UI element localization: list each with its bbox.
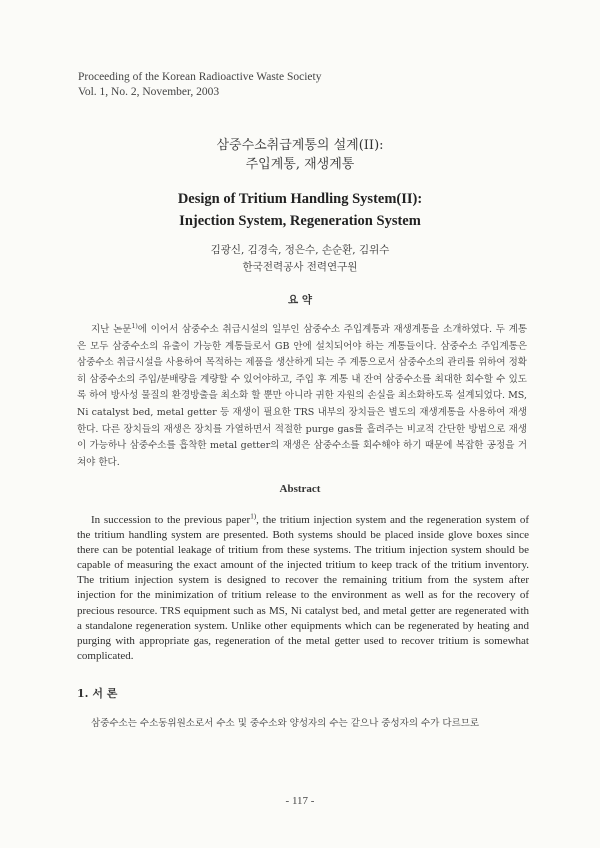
- korean-abstract-text-rest: 에 이어서 삼중수소 취급시설의 일부인 삼중수소 주입계통과 재생계통을 소개하였다. 두 계통은 모두 삼중수소의 유출이 가능한 계통들로서 GB 안에 설치되어야 하는 계통들이다. 삼중수소 주입계통은 삼중수소 취급시설을 사용하여 목적하는 제품을 생산하게 되는 주 계통으로서 삼중수소의 관리를 위하여 정확히 삼중수소의 주입/분배량을 계량할 수 있어야하고, 주입 후 계통 내 잔여 삼중수소를 최대한 회수할 수 있도록 하여 방사성 물질의 환경방출을 최소화 할 뿐만 아니라 귀한 자원의 손실을 최소화하도록 설계되었다. MS, Ni catalyst bed, metal getter 등 재생이 필요한 TRS 내부의 장치들은 별도의 재생계통을 사용하여 재생한다. 다른 장치들의 재생은 장치를 가열하면서 적절한 purge gas를 흘려주는 비교적 간단한 방법으로 재생이 가능하나 삼중수소를 흡착한 metal getter의 재생은 삼중수소를 회수해야 하기 때문에 복잡한 공정을 거쳐야 한다.: [77, 324, 528, 468]
- english-abstract-reference: 1): [250, 512, 257, 521]
- english-abstract-text: [77, 513, 529, 664]
- english-abstract-heading: Abstract: [279, 483, 321, 495]
- korean-abstract-text: [77, 322, 527, 471]
- english-title-line1: Design of Tritium Handling System(II):: [177, 191, 423, 207]
- english-title: [0, 188, 600, 232]
- korean-title: [0, 136, 600, 174]
- journal-name: Proceeding of the Korean Radioactive Waste Society: [78, 71, 322, 83]
- page-number: - 117 -: [285, 795, 315, 807]
- english-abstract-text-rest: , the tritium injection system and the regeneration system of the tritium handling system are presented. Both systems should be placed inside glove boxes since there can be potential leakage of tritium from these systems. The tritium injection system should be capable of measuring the exact amount of the injected tritium to keep track of the tritium inventory. The tritium injection system is designed to recover the remaining tritium from the system after injection for the minimization of tritium release to the environment as well as for the recovery of precious resource. TRS equipment such as MS, Ni catalyst bed, and metal getter are regenerated with a standalone regeneration system. Unlike other equipments which can be regenerated by heating and purging with appropriate gas, regeneration of the metal getter used to recover tritium is somewhat complicated.: [77, 514, 530, 662]
- author-block: [0, 242, 600, 276]
- korean-abstract-heading: 요 약: [288, 294, 312, 306]
- author-affiliation: 한국전력공사 전력연구원: [242, 261, 358, 273]
- journal-volume: Vol. 1, No. 2, November, 2003: [78, 86, 220, 98]
- section-1-heading: 1. 서 론: [77, 687, 118, 700]
- korean-title-line1: 삼중수소취급계통의 설계(II):: [216, 138, 384, 153]
- journal-header: [78, 70, 321, 100]
- korean-abstract-text-start: 지난 논문: [91, 324, 132, 335]
- english-title-line2: Injection System, Regeneration System: [179, 213, 421, 229]
- author-names: 김광신, 김경숙, 정은수, 손순환, 김위수: [210, 244, 390, 256]
- section-1-text: 삼중수소는 수소동위원소로서 수소 및 중수소와 양성자의 수는 같으나 중성자의 수가 다르므로: [91, 718, 480, 729]
- korean-abstract-reference: 1): [131, 322, 138, 330]
- english-abstract-text-start: In succession to the previous paper: [91, 514, 251, 526]
- korean-title-line2: 주입계통, 재생계통: [245, 157, 355, 172]
